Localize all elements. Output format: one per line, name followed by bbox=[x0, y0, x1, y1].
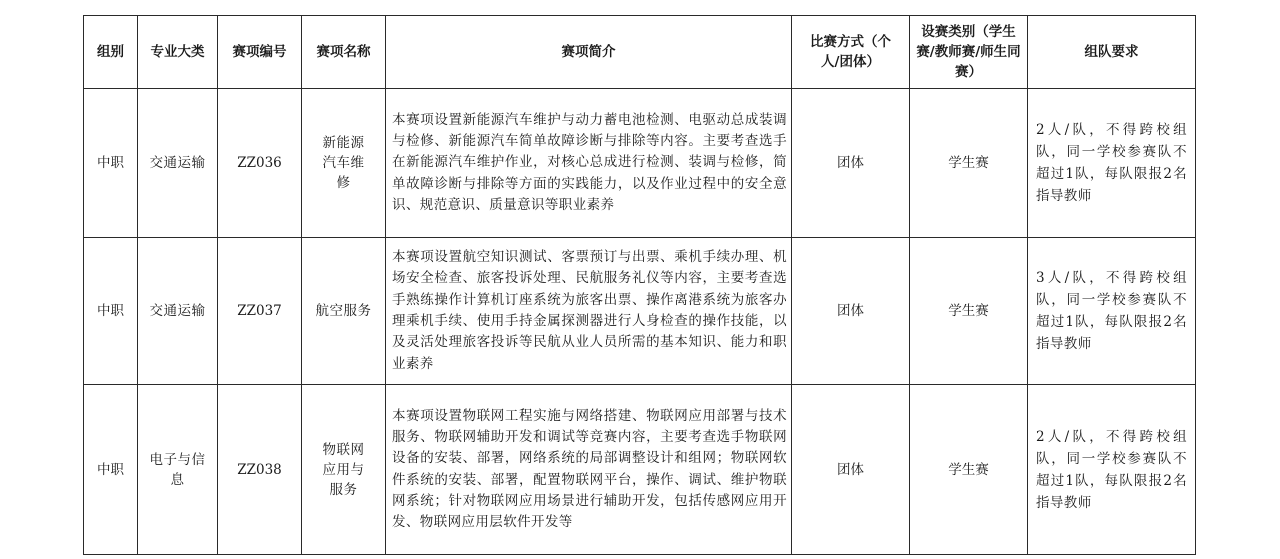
header-mode: 比赛方式（个人/团体） bbox=[792, 16, 910, 89]
cell-intro: 本赛项设置物联网工程实施与网络搭建、物联网应用部署与技术服务、物联网辅助开发和调试等竞赛内容，主要考查选手物联网设备的安装、部署，网络系统的局部调整设计和组网；物联网软件系统的安装、部署，配置物联网平台，操作、调试、维护物联网系统；针对物联网应用场景进行辅助开发，包括传感网应用开发、物联网应用层软件开发等 bbox=[386, 385, 792, 555]
cell-category: 电子与信息 bbox=[138, 385, 218, 555]
header-row bbox=[84, 16, 1196, 89]
header-category: 专业大类 bbox=[138, 16, 218, 89]
cell-team: 2人/队，不得跨校组队，同一学校参赛队不超过1队，每队限报2名指导教师 bbox=[1028, 89, 1196, 238]
cell-category: 交通运输 bbox=[138, 238, 218, 385]
cell-name: 航空服务 bbox=[302, 238, 386, 385]
cell-type: 学生赛 bbox=[910, 89, 1028, 238]
cell-mode: 团体 bbox=[792, 385, 910, 555]
header-team: 组队要求 bbox=[1028, 16, 1196, 89]
cell-code: ZZ038 bbox=[218, 385, 302, 555]
header-intro: 赛项简介 bbox=[386, 16, 792, 89]
cell-intro: 本赛项设置航空知识测试、客票预订与出票、乘机手续办理、机场安全检查、旅客投诉处理、民航服务礼仪等内容，主要考查选手熟练操作计算机订座系统为旅客出票、操作离港系统为旅客办理乘机手续、使用手持金属探测器进行人身检查的操作技能，以及灵活处理旅客投诉等民航从业人员所需的基本知识、能力和职业素养 bbox=[386, 238, 792, 385]
cell-team: 3人/队，不得跨校组队，同一学校参赛队不超过1队，每队限报2名指导教师 bbox=[1028, 238, 1196, 385]
cell-group: 中职 bbox=[84, 385, 138, 555]
cell-intro: 本赛项设置新能源汽车维护与动力蓄电池检测、电驱动总成装调与检修、新能源汽车简单故障诊断与排除等内容。主要考查选手在新能源汽车维护作业，对核心总成进行检测、装调与检修，简单故障诊断与排除等方面的实践能力，以及作业过程中的安全意识、规范意识、质量意识等职业素养 bbox=[386, 89, 792, 238]
cell-name: 物联网应用与服务 bbox=[302, 385, 386, 555]
cell-type: 学生赛 bbox=[910, 238, 1028, 385]
cell-code: ZZ036 bbox=[218, 89, 302, 238]
table-row bbox=[84, 89, 1196, 238]
cell-category: 交通运输 bbox=[138, 89, 218, 238]
cell-mode: 团体 bbox=[792, 238, 910, 385]
header-type: 设赛类别（学生赛/教师赛/师生同赛） bbox=[910, 16, 1028, 89]
header-name: 赛项名称 bbox=[302, 16, 386, 89]
table-row bbox=[84, 238, 1196, 385]
header-code: 赛项编号 bbox=[218, 16, 302, 89]
cell-mode: 团体 bbox=[792, 89, 910, 238]
cell-name: 新能源汽车维修 bbox=[302, 89, 386, 238]
cell-group: 中职 bbox=[84, 238, 138, 385]
cell-code: ZZ037 bbox=[218, 238, 302, 385]
cell-team: 2人/队，不得跨校组队，同一学校参赛队不超过1队，每队限报2名指导教师 bbox=[1028, 385, 1196, 555]
header-group: 组别 bbox=[84, 16, 138, 89]
table-row bbox=[84, 385, 1196, 555]
cell-type: 学生赛 bbox=[910, 385, 1028, 555]
cell-group: 中职 bbox=[84, 89, 138, 238]
competition-table bbox=[83, 15, 1196, 555]
